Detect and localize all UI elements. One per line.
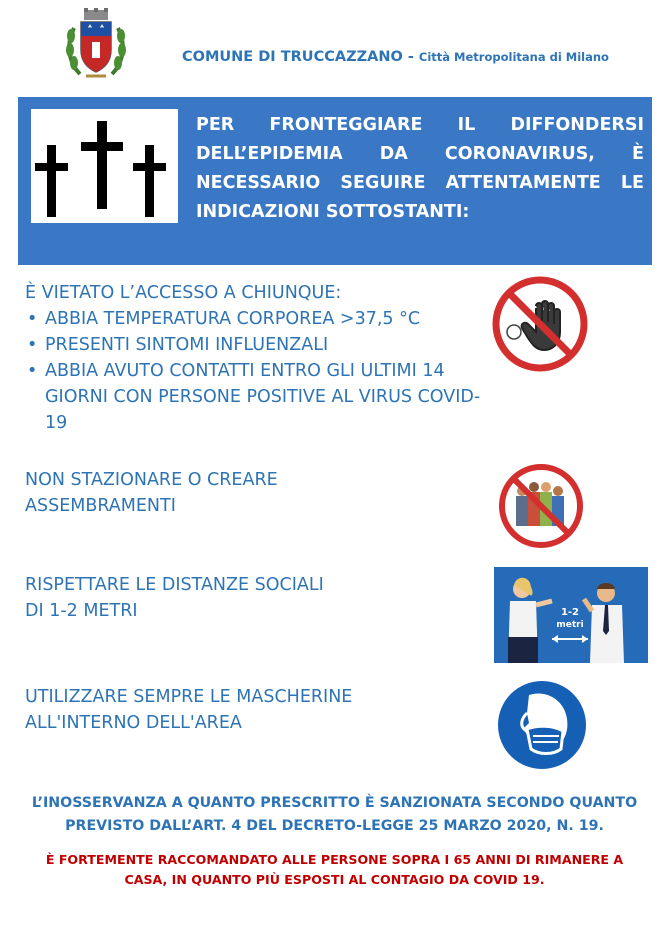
mask-rule bbox=[25, 684, 445, 736]
distance-rule bbox=[25, 572, 445, 624]
penalty-notice-line-2: PREVISTO DALL’ART. 4 DEL DECRETO-LEGGE 25 MARZO 2020, N. 19. bbox=[65, 818, 604, 834]
distance-unit-label: metri bbox=[556, 620, 584, 630]
list-item: • ABBIA TEMPERATURA CORPOREA >37,5 °C bbox=[25, 306, 490, 332]
gathering-rule bbox=[25, 467, 445, 519]
elderly-advice bbox=[0, 850, 669, 890]
elderly-advice-line-1: È FORTEMENTE RACCOMANDATO ALLE PERSONE SOPRA I 65 ANNI DI RIMANERE A bbox=[45, 852, 624, 867]
distance-rule-line-1: RISPETTARE LE DISTANZE SOCIALI bbox=[25, 575, 324, 595]
municipality-name: COMUNE DI TRUCCAZZANO bbox=[182, 49, 403, 65]
coat-of-arms-icon bbox=[64, 6, 128, 82]
metropolitan-city: Città Metropolitana di Milano bbox=[418, 50, 609, 64]
list-item: • ABBIA AVUTO CONTATTI ENTRO GLI ULTIMI 14 GIORNI CON PERSONE POSITIVE AL VIRUS COVID-19 bbox=[25, 358, 490, 436]
social-distance-icon bbox=[494, 567, 648, 663]
mask-rule-line-1: UTILIZZARE SEMPRE LE MASCHERINE bbox=[25, 687, 353, 707]
header-separator: - bbox=[402, 49, 419, 65]
gathering-rule-line-2: ASSEMBRAMENTI bbox=[25, 496, 176, 516]
distance-value-label: 1-2 bbox=[560, 607, 580, 618]
access-rule-list bbox=[25, 306, 490, 436]
face-mask-icon bbox=[497, 679, 587, 771]
list-item: • PRESENTI SINTOMI INFLUENZALI bbox=[25, 332, 490, 358]
gathering-rule-line-1: NON STAZIONARE O CREARE bbox=[25, 470, 278, 490]
distance-rule-line-2: DI 1-2 METRI bbox=[25, 601, 138, 621]
crosses-icon bbox=[31, 109, 178, 223]
stop-hand-icon bbox=[492, 276, 588, 372]
elderly-advice-line-2: CASA, IN QUANTO PIÙ ESPOSTI AL CONTAGIO DA COVID 19. bbox=[124, 872, 545, 887]
municipality-header bbox=[182, 49, 609, 65]
mask-rule-line-2: ALL'INTERNO DELL'AREA bbox=[25, 713, 242, 733]
access-rule bbox=[25, 280, 490, 436]
no-crowd-icon bbox=[498, 463, 584, 549]
banner-message: PER FRONTEGGIARE IL DIFFONDERSI DELL’EPIDEMIA DA CORONAVIRUS, È NECESSARIO SEGUIRE ATTENTAMENTE LE INDICAZIONI SOTTOSTANTI: bbox=[196, 115, 644, 222]
access-rule-title: È VIETATO L’ACCESSO A CHIUNQUE: bbox=[25, 283, 342, 303]
penalty-notice-line-1: L’INOSSERVANZA A QUANTO PRESCRITTO È SANZIONATA SECONDO QUANTO bbox=[31, 795, 638, 811]
penalty-notice bbox=[0, 792, 669, 838]
main-banner bbox=[18, 97, 652, 265]
